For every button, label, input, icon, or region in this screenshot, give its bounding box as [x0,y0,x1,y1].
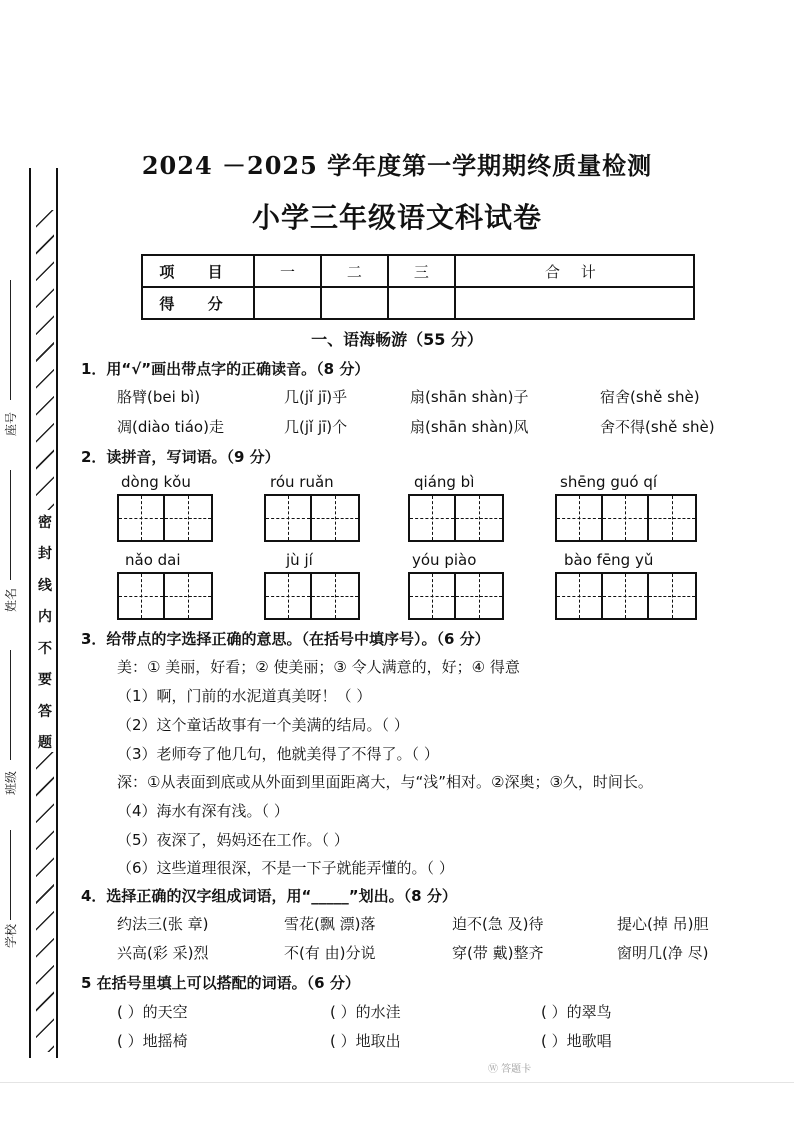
grid-cell[interactable] [649,496,695,540]
class-blank[interactable] [10,650,11,760]
q3-item[interactable]: （5）夜深了，妈妈还在工作。（ ） [117,831,349,849]
q5-item[interactable]: ( ）的水洼 [330,1003,401,1021]
grid-cell[interactable] [312,496,358,540]
grid-cell[interactable] [557,574,603,618]
q4-item[interactable]: 穿(带 戴)整齐 [452,944,544,962]
q3-item[interactable]: （3）老师夸了他几句，他就美得了不得了。（ ） [117,745,439,763]
q3-prompt: 3．给带点的字选择正确的意思。（在括号中填序号）。（6 分） [81,630,490,648]
name-label: 姓名 [4,587,18,612]
q2-prompt: 2．读拼音，写词语。（9 分） [81,448,280,466]
q4-item[interactable]: 迫不(急 及)待 [452,915,544,933]
binding-hatch-bottom [36,752,54,1052]
q5-item[interactable]: ( ）地取出 [330,1032,401,1050]
score-table-score-row [142,287,694,319]
q2-writing-grid[interactable] [555,494,697,542]
q5-prompt: 5 在括号里填上可以搭配的词语。（6 分） [81,974,360,992]
grid-cell[interactable] [456,574,502,618]
q1-item[interactable]: 宿舍(shě shè) [600,388,700,406]
q4-item[interactable]: 雪花(飘 漂)落 [284,915,376,933]
score-table-item-label: 项 目 [142,255,254,287]
q2-pinyin: dòng kǒu [121,473,191,491]
grid-cell[interactable] [165,496,211,540]
q1-item[interactable]: 凋(diào tiáo)走 [117,418,224,436]
score-table-col-3: 三 [388,255,455,287]
q2-pinyin: róu ruǎn [270,473,334,491]
score-table [141,254,695,320]
q2-writing-grid[interactable] [117,494,213,542]
q3-item[interactable]: （1）啊，门前的水泥道真美呀！（ ） [117,687,372,705]
exam-title: 2024 －2025 学年度第一学期期终质量检测 [141,151,653,180]
score-cell-total[interactable] [455,287,694,319]
q3-definition-shen: 深：①从表面到底或从外面到里面距离大，与“浅”相对。②深奥；③久，时间长。 [117,773,653,791]
binding-hatch-top [36,210,54,510]
grid-cell[interactable] [119,574,165,618]
seal-char: 不 [38,640,52,657]
q2-writing-grid[interactable] [264,572,360,620]
score-table-col-1: 一 [254,255,321,287]
q3-item[interactable]: （2）这个童话故事有一个美满的结局。（ ） [117,716,409,734]
q5-item[interactable]: ( ）地摇椅 [117,1032,188,1050]
seal-char: 题 [38,734,52,751]
score-table-score-label: 得 分 [142,287,254,319]
q3-item[interactable]: （4）海水有深有浅。（ ） [117,802,289,820]
grid-cell[interactable] [603,574,649,618]
q2-writing-grid[interactable] [117,572,213,620]
q1-item[interactable]: 胳臂(bei bì) [117,388,201,406]
q2-pinyin: bào fēng yǔ [564,551,654,569]
seal-char: 封 [38,546,52,563]
q1-item[interactable]: 几(jǐ jī)个 [284,418,348,436]
grid-cell[interactable] [456,496,502,540]
grid-cell[interactable] [603,496,649,540]
q1-item[interactable]: 扇(shān shàn)风 [410,418,529,436]
q1-prompt: 1．用“√”画出带点字的正确读音。（8 分） [81,360,370,378]
exam-subtitle: 小学三年级语文科试卷 [251,201,542,234]
q3-definition-mei: 美：① 美丽，好看；② 使美丽；③ 令人满意的，好；④ 得意 [117,658,520,676]
name-blank[interactable] [10,470,11,580]
footer-watermark: Ⓦ 答题卡 [488,1064,532,1075]
score-table-col-total: 合 计 [455,255,694,287]
grid-cell[interactable] [119,496,165,540]
q5-item[interactable]: ( ）地歌唱 [541,1032,612,1050]
q1-item[interactable]: 舍不得(shě shè) [600,418,715,436]
page-bottom-rule [0,1082,794,1083]
seal-char: 答 [38,703,52,720]
grid-cell[interactable] [410,574,456,618]
score-table-header-row [142,255,694,287]
q1-item[interactable]: 扇(shān shàn)子 [410,388,529,406]
q2-writing-grid[interactable] [408,572,504,620]
seat-label: 座号 [4,411,18,436]
q4-item[interactable]: 约法三(张 章) [117,915,209,933]
q2-writing-grid[interactable] [408,494,504,542]
q2-writing-grid[interactable] [264,494,360,542]
section-1-heading: 一、语海畅游（55 分） [311,330,483,349]
grid-cell[interactable] [312,574,358,618]
school-label: 学校 [4,923,18,948]
seal-char: 要 [38,672,52,689]
grid-cell[interactable] [165,574,211,618]
q3-item[interactable]: （6）这些道理很深，不是一下子就能弄懂的。（ ） [117,859,454,877]
grid-cell[interactable] [266,496,312,540]
score-cell-2[interactable] [321,287,388,319]
seal-char: 内 [38,609,52,626]
q2-writing-grid[interactable] [555,572,697,620]
score-cell-3[interactable] [388,287,455,319]
grid-cell[interactable] [557,496,603,540]
q4-item[interactable]: 不(有 由)分说 [284,944,376,962]
binding-line-left [29,168,31,1058]
q4-item[interactable]: 提心(掉 吊)胆 [617,915,709,933]
school-blank[interactable] [10,830,11,920]
seal-char: 线 [38,577,52,594]
q4-item[interactable]: 兴高(彩 采)烈 [117,944,209,962]
grid-cell[interactable] [649,574,695,618]
score-cell-1[interactable] [254,287,321,319]
q2-pinyin: qiáng bì [414,473,475,491]
seal-line-notice [36,512,54,752]
grid-cell[interactable] [266,574,312,618]
q2-pinyin: jù jí [286,551,313,569]
q2-pinyin: shēng guó qí [560,473,658,491]
class-label: 班级 [4,770,18,795]
q2-pinyin: nǎo dai [125,551,181,569]
q1-item[interactable]: 几(jǐ jī)乎 [284,388,348,406]
q5-item[interactable]: ( ）的天空 [117,1003,188,1021]
binding-line-right [56,168,58,1058]
q2-pinyin: yóu piào [412,551,477,569]
q4-prompt: 4．选择正确的汉字组成词语，用“_____”划出。（8 分） [81,887,457,905]
q4-item[interactable]: 窗明几(净 尽) [617,944,709,962]
grid-cell[interactable] [410,496,456,540]
seal-char: 密 [38,515,52,531]
q5-item[interactable]: ( ）的翠鸟 [541,1003,612,1021]
score-table-col-2: 二 [321,255,388,287]
